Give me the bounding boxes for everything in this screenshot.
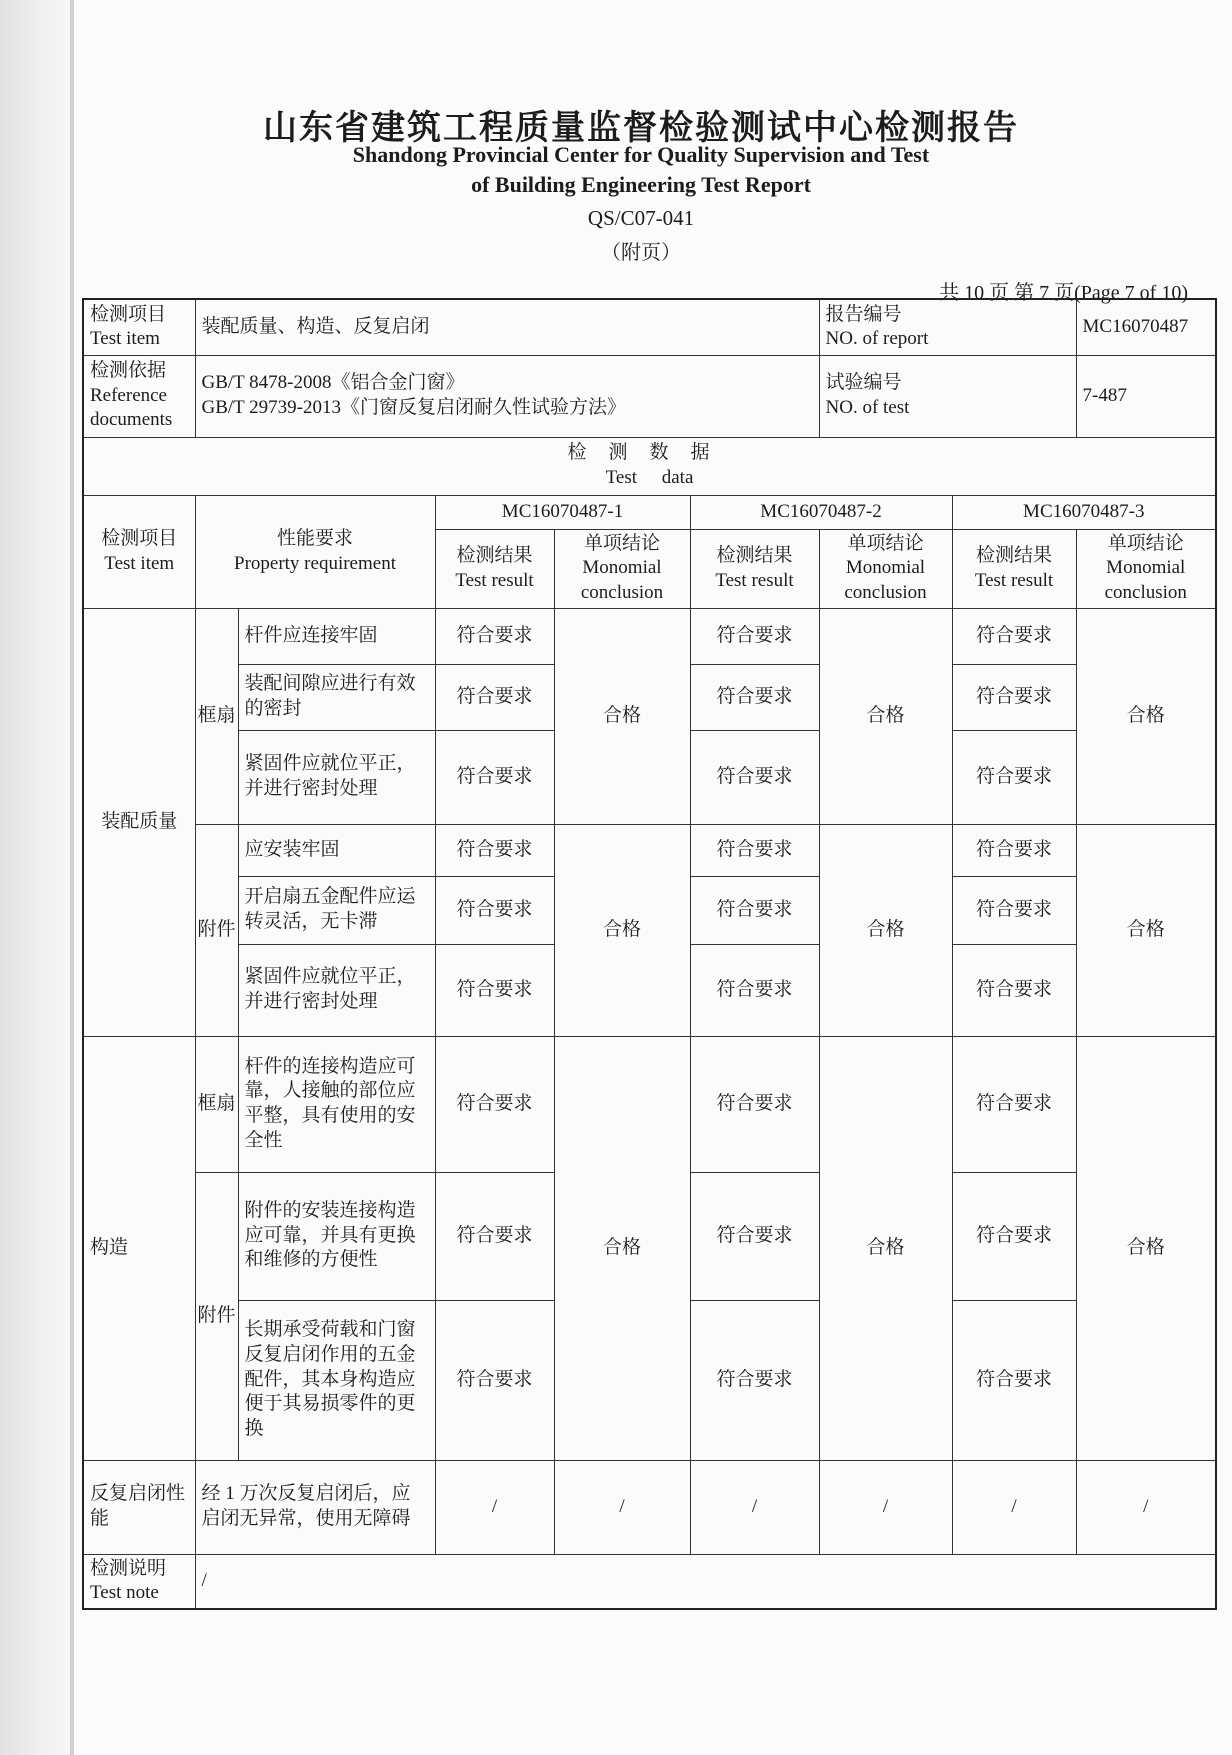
repeat-requirement: 经 1 万次反复启闭后，应启闭无异常，使用无障碍 [195, 1460, 435, 1554]
test-note-label: 检测说明 Test note [83, 1554, 195, 1609]
result-cell: 符合要求 [435, 1036, 554, 1172]
conclusion-cell: 合格 [819, 824, 952, 1036]
test-data-heading: 检测数据 Test data [83, 437, 1216, 495]
result-cell: 符合要求 [435, 876, 554, 944]
result-cell: 符合要求 [952, 730, 1076, 824]
repeat-cell: / [554, 1460, 690, 1554]
result-cell: 符合要求 [690, 1172, 819, 1300]
test-no-label: 试验编号 NO. of test [819, 355, 1076, 437]
conclusion-header: 单项结论 Monomial conclusion [819, 529, 952, 608]
result-cell: 符合要求 [690, 608, 819, 664]
result-cell: 符合要求 [952, 1036, 1076, 1172]
result-cell: 符合要求 [435, 944, 554, 1036]
result-cell: 符合要求 [435, 1300, 554, 1460]
requirement-cell: 紧固件应就位平正，并进行密封处理 [238, 730, 435, 824]
result-cell: 符合要求 [690, 876, 819, 944]
group-label: 构造 [83, 1036, 195, 1460]
result-cell: 符合要求 [952, 944, 1076, 1036]
conclusion-cell: 合格 [554, 1036, 690, 1460]
repeat-cell: / [1076, 1460, 1216, 1554]
col-requirement-header: 性能要求 Property requirement [195, 495, 435, 608]
result-cell: 符合要求 [690, 1300, 819, 1460]
report-title-cn: 山东省建筑工程质量监督检验测试中心检测报告 [263, 108, 1019, 148]
conclusion-cell: 合格 [1076, 608, 1216, 824]
requirement-cell: 杆件的连接构造应可靠，人接触的部位应平整，具有使用的安全性 [238, 1036, 435, 1172]
binding-strip [0, 0, 70, 1755]
conclusion-cell: 合格 [1076, 824, 1216, 1036]
requirement-cell: 长期承受荷载和门窗反复启闭作用的五金配件，其本身构造应便于其易损零件的更换 [238, 1300, 435, 1460]
test-note-value: / [195, 1554, 1216, 1609]
result-cell: 符合要求 [435, 730, 554, 824]
result-cell: 符合要求 [952, 608, 1076, 664]
test-result-header: 检测结果 Test result [690, 529, 819, 608]
table-row [83, 824, 1216, 876]
repeat-row [83, 1460, 1216, 1554]
repeat-cell: / [952, 1460, 1076, 1554]
result-cell: 符合要求 [952, 1172, 1076, 1300]
group-label: 装配质量 [83, 608, 195, 1036]
requirement-cell: 附件的安装连接构造应可靠，并具有更换和维修的方便性 [238, 1172, 435, 1300]
requirement-cell: 应安装牢固 [238, 824, 435, 876]
test-result-header: 检测结果 Test result [952, 529, 1076, 608]
conclusion-cell: 合格 [819, 1036, 952, 1460]
requirement-cell: 紧固件应就位平正，并进行密封处理 [238, 944, 435, 1036]
result-cell: 符合要求 [690, 664, 819, 730]
page-indicator: 共 10 页 第 7 页(Page 7 of 10) [939, 282, 1188, 304]
result-cell: 符合要求 [952, 824, 1076, 876]
subgroup-label: 附件 [195, 1172, 238, 1460]
conclusion-cell: 合格 [554, 824, 690, 1036]
conclusion-header: 单项结论 Monomial conclusion [554, 529, 690, 608]
result-cell: 符合要求 [435, 1172, 554, 1300]
test-result-header: 检测结果 Test result [435, 529, 554, 608]
requirement-cell: 装配间隙应进行有效的密封 [238, 664, 435, 730]
test-data-heading-row [83, 437, 1216, 495]
test-no-value: 7-487 [1076, 355, 1216, 437]
conclusion-cell: 合格 [819, 608, 952, 824]
result-cell: 符合要求 [435, 824, 554, 876]
column-header-row-1 [83, 495, 1216, 529]
result-cell: 符合要求 [952, 876, 1076, 944]
result-cell: 符合要求 [952, 664, 1076, 730]
result-cell: 符合要求 [690, 944, 819, 1036]
report-no-value: MC16070487 [1076, 299, 1216, 355]
subgroup-label: 框扇 [195, 1036, 238, 1172]
test-item-value: 装配质量、构造、反复启闭 [195, 299, 819, 355]
table-row [83, 608, 1216, 664]
requirement-cell: 开启扇五金配件应运转灵活，无卡滞 [238, 876, 435, 944]
test-note-row [83, 1554, 1216, 1609]
report-title-en-line2: of Building Engineering Test Report [471, 172, 811, 197]
sample-1-header: MC16070487-1 [435, 495, 690, 529]
repeat-cell: / [435, 1460, 554, 1554]
result-cell: 符合要求 [435, 664, 554, 730]
reference-value: GB/T 8478-2008《铝合金门窗》 GB/T 29739-2013《门窗反复启闭耐久性试验方法》 [195, 355, 819, 437]
subgroup-label: 框扇 [195, 608, 238, 824]
sample-2-header: MC16070487-2 [690, 495, 952, 529]
conclusion-header: 单项结论 Monomial conclusion [1076, 529, 1216, 608]
subgroup-label: 附件 [195, 824, 238, 1036]
test-item-label: 检测项目 Test item [83, 299, 195, 355]
result-cell: 符合要求 [690, 824, 819, 876]
repeat-cell: / [819, 1460, 952, 1554]
result-cell: 符合要求 [435, 608, 554, 664]
info-row-1 [83, 299, 1216, 355]
document-code: QS/C07-041 [587, 206, 695, 230]
result-cell: 符合要求 [952, 1300, 1076, 1460]
conclusion-cell: 合格 [1076, 1036, 1216, 1460]
requirement-cell: 杆件应连接牢固 [238, 608, 435, 664]
sample-3-header: MC16070487-3 [952, 495, 1216, 529]
result-cell: 符合要求 [690, 730, 819, 824]
col-test-item-header: 检测项目 Test item [83, 495, 195, 608]
table-row [83, 1036, 1216, 1172]
info-row-2 [83, 355, 1216, 437]
document-subtitle: （附页） [601, 240, 681, 264]
report-table [82, 298, 1217, 1610]
report-no-label: 报告编号 NO. of report [819, 299, 1076, 355]
repeat-cell: / [690, 1460, 819, 1554]
repeat-label: 反复启闭性能 [83, 1460, 195, 1554]
reference-label: 检测依据 Reference documents [83, 355, 195, 437]
conclusion-cell: 合格 [554, 608, 690, 824]
report-title-en-line1: Shandong Provincial Center for Quality Supervision and Test [352, 142, 930, 167]
result-cell: 符合要求 [690, 1036, 819, 1172]
